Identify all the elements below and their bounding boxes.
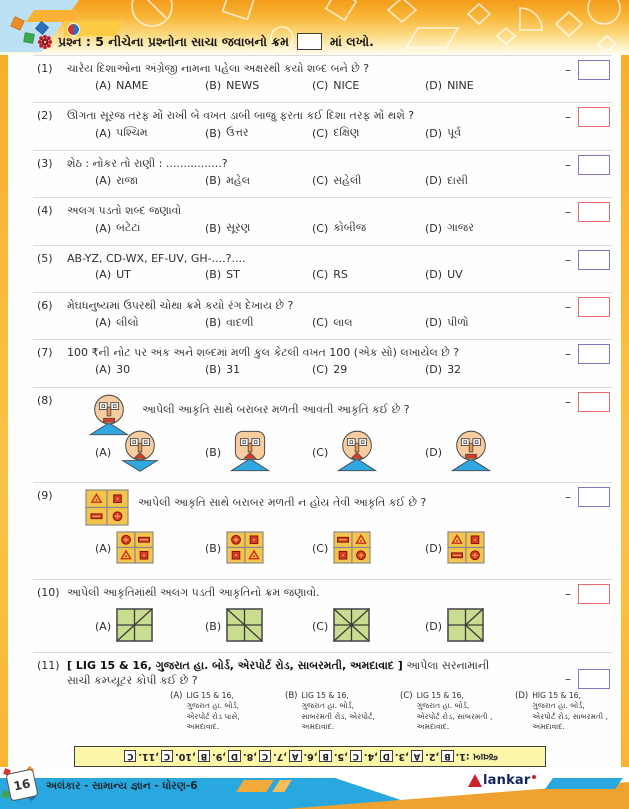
answer-letter: A (289, 750, 302, 762)
answer-separator: , (435, 750, 440, 762)
alankar-logo (468, 774, 536, 787)
answer-dash: – (565, 586, 571, 601)
answer-box-q11[interactable] (578, 669, 610, 689)
answer-letter: B (441, 750, 453, 762)
given-figure (85, 489, 129, 530)
question-text: ચારેય દિશાઓના અંગ્રેજી નામના પહેલા અક્ષરથી કયો શબ્દ બને છે ? (67, 62, 370, 75)
answer-letter: D (228, 750, 241, 762)
option-label: (A) (95, 174, 112, 188)
question-block-10 (33, 579, 612, 652)
answer-area (565, 60, 610, 80)
answer-box-q8[interactable] (578, 392, 610, 412)
answer-dash: – (565, 252, 571, 267)
option-c (312, 430, 381, 475)
option-address: LIG 15 & 16, ગુજરાત હા. બોર્ડ, એરપોર્ટ રોડ, સાબરમતી , અમદાવાદ. (416, 690, 493, 732)
question-number: (10) (37, 585, 60, 599)
page-title-suffix: માં લખો. (330, 33, 374, 49)
answer-separator: , (374, 750, 378, 762)
option-label: (C) (312, 316, 329, 330)
option-label: (C) (312, 619, 329, 633)
option-text: સહેલી (333, 173, 362, 187)
option-label: (C) (312, 126, 329, 140)
option-text: બટેટાં (116, 221, 141, 235)
answer-box-q6[interactable] (578, 297, 610, 317)
header-answer-box (297, 33, 322, 50)
option-text: 29 (333, 363, 348, 377)
option-d (515, 691, 608, 733)
option-text: UT (116, 268, 131, 282)
answer-dash: – (565, 205, 571, 220)
option-a (170, 691, 240, 733)
option-label: (B) (205, 542, 222, 556)
answer-dash: – (565, 671, 571, 686)
answer-area (565, 250, 610, 270)
answer-box-q5[interactable] (578, 250, 610, 270)
question-number: (9) (37, 488, 53, 502)
option-label: (B) (205, 174, 222, 188)
answer-area (565, 392, 610, 412)
question-number: (8) (37, 393, 53, 407)
answer-box-q10[interactable] (578, 584, 610, 604)
option-figure-symbol-grid (116, 531, 154, 567)
option-label: (C) (312, 542, 329, 556)
question-block-7 (33, 339, 612, 386)
option-text: પૂર્વ (447, 126, 462, 140)
answer-separator: , (344, 750, 348, 762)
option-label: (C) (312, 78, 329, 92)
option-figure-lined-square (226, 608, 263, 645)
option-d (425, 126, 461, 140)
question-number: (4) (37, 204, 53, 218)
question-block-1 (33, 55, 612, 102)
option-label: (A) (95, 542, 112, 556)
answer-separator: , (191, 750, 196, 762)
answer-dash: – (565, 394, 571, 409)
option-d (425, 430, 495, 475)
option-d (425, 268, 463, 281)
alankar-a-triangle-icon (468, 774, 482, 787)
option-label: (A) (95, 363, 112, 377)
answer-separator: , (155, 750, 159, 762)
option-label: (D) (425, 316, 443, 330)
answer-number: 11. (138, 750, 156, 762)
option-a (95, 430, 164, 475)
option-a (95, 531, 154, 567)
option-b (285, 691, 375, 733)
option-label: (D) (425, 126, 443, 140)
option-figure-lined-square (447, 608, 484, 645)
option-text: UV (447, 268, 463, 282)
answer-letter: A (411, 750, 424, 762)
answer-box-q1[interactable] (578, 60, 610, 80)
option-figure-symbol-grid (333, 531, 371, 567)
option-text: પીળો (447, 315, 469, 329)
answer-separator: , (283, 750, 287, 762)
option-label: (A) (95, 221, 112, 235)
option-d (425, 363, 461, 376)
option-text: 31 (226, 363, 241, 377)
option-text: NICE (333, 78, 360, 92)
question-number: (11) (37, 658, 60, 672)
option-c (312, 531, 371, 567)
question-block-8 (33, 387, 612, 482)
option-a (95, 608, 153, 645)
question-block-6 (33, 292, 612, 339)
option-label: (D) (425, 78, 443, 92)
footer-page-badge: 16 (5, 768, 38, 801)
question-text: ઊગતા સૂરજ તરફ મોં રાખી બે વખત ડાબી બાજુ ફરતા કઈ દિશા તરફ મોં થશે ? (67, 109, 415, 123)
answer-number: 2. (425, 750, 436, 762)
option-text: વાદળી (226, 315, 254, 329)
question-header (38, 33, 374, 50)
answer-letter: B (319, 750, 331, 762)
option-label: (C) (400, 690, 413, 701)
answer-letter: C (350, 750, 362, 762)
option-d (425, 221, 474, 235)
option-label: (D) (515, 690, 529, 701)
option-text: લીલો (116, 315, 139, 329)
question-number: (3) (37, 156, 53, 170)
option-b (205, 316, 254, 330)
worksheet-body (8, 55, 621, 767)
answer-area (565, 584, 610, 604)
answer-number: 4. (363, 750, 375, 762)
answer-dash: – (565, 299, 571, 314)
answer-area (565, 202, 610, 222)
option-label: (D) (425, 619, 443, 633)
option-text: ગાજર (447, 221, 474, 235)
option-label: (D) (425, 542, 443, 556)
option-label: (B) (285, 690, 298, 701)
option-c (312, 174, 361, 188)
answer-area (565, 155, 610, 175)
question-text: આપેલી આકૃતિ સાથે બરાબર મળતી ન હોય તેવી આકૃતિ કઈ છે ? (138, 495, 427, 509)
option-c (312, 79, 359, 92)
answer-separator: , (253, 750, 257, 762)
option-label: (B) (205, 316, 222, 330)
question-text: મેઘધનુષ્યમાં ઉપરથી ચોથા ક્રમે કયો રંગ દેખાય છે ? (67, 298, 294, 312)
option-d (425, 79, 474, 92)
answer-letter: C (161, 750, 173, 762)
option-label: (A) (95, 268, 112, 282)
option-text: NINE (447, 78, 474, 92)
option-text: RS (333, 268, 348, 282)
question-text: આપેલી આકૃતિમાંથી અલગ પડતી આકૃતિનો ક્રમ જણાવો. (67, 585, 320, 599)
option-c (312, 316, 353, 330)
question-number: (2) (37, 109, 53, 123)
alankar-logo-text: lankar (483, 773, 531, 788)
option-label: (B) (205, 126, 222, 140)
option-label: (A) (95, 619, 112, 633)
answer-separator: , (222, 750, 226, 762)
option-text: 30 (116, 363, 131, 377)
answer-letter: B (198, 750, 210, 762)
option-address: LIG 15 & 16, ગુજરાત હા. બોર્ડ, સાબરમતી રોડ, એરપોર્ટ, અમદાવાદ. (301, 690, 375, 732)
answers-prefix: જવાબ : (465, 750, 498, 762)
footer-book-title: અલંકાર - સામાન્ય જ્ઞાન - ધોરણ-6 (46, 780, 198, 792)
answer-number: 9. (212, 750, 223, 762)
option-text: રાજા (116, 173, 139, 187)
option-b (205, 221, 250, 235)
option-c (312, 221, 366, 235)
option-a (95, 268, 131, 281)
option-b (205, 363, 240, 376)
option-text: NAME (116, 78, 149, 92)
option-label: (A) (95, 78, 112, 92)
option-label: (C) (312, 268, 329, 282)
option-b (205, 126, 249, 140)
option-c (312, 126, 359, 140)
option-b (205, 531, 264, 567)
option-label: (A) (95, 445, 112, 459)
answer-box-q4[interactable] (578, 202, 610, 222)
answer-area (565, 344, 610, 364)
page-title: પ્રશ્ન : 5 નીચેના પ્રશ્નોના સાચા જવાબનો ક્રમ (58, 33, 289, 49)
option-figure-symbol-grid (447, 531, 485, 567)
option-text: સૂરણ (226, 221, 251, 235)
answer-area (565, 297, 610, 317)
answer-area (565, 487, 610, 507)
answer-number: 10. (175, 750, 192, 762)
answer-number: 5. (333, 750, 345, 762)
question-text: AB-YZ, CD-WX, EF-UV, GH-....?.... (67, 251, 246, 265)
question-block-9 (33, 482, 612, 579)
question-number: (5) (37, 251, 53, 265)
option-label: (D) (425, 221, 443, 235)
answer-letter: C (259, 750, 271, 762)
option-text: 32 (447, 363, 462, 377)
answer-box-q2[interactable] (578, 107, 610, 127)
question-block-4 (33, 197, 612, 244)
questions-list (8, 55, 621, 741)
option-a (95, 363, 130, 376)
question-text: શેઠ : નોકર તો રાણી : ................? (67, 156, 228, 170)
answer-dash: – (565, 347, 571, 362)
question-number: (7) (37, 346, 53, 360)
option-label: (B) (205, 363, 222, 377)
option-text: NEWS (226, 78, 260, 92)
option-text: કોબીજ (333, 221, 367, 235)
option-figure-face (447, 430, 495, 475)
option-address: HIG 15 & 16, ગુજરાત હા. બોર્ડ, એરપોર્ટ રોડ, સાબરમતી , અમદાવાદ. (532, 690, 609, 732)
option-figure-lined-square (116, 608, 153, 645)
answer-area (565, 107, 610, 127)
option-address: LIG 15 & 16, ગુજરાત હા. બોર્ડ, એરપોર્ટ રોડ પાસે, અમદાવાદ. (186, 690, 240, 732)
option-label: (C) (312, 221, 329, 235)
alankar-logo-dot (532, 775, 536, 779)
answer-letter: C (124, 750, 136, 762)
option-label: (D) (425, 268, 443, 282)
option-b (205, 268, 240, 281)
option-a (95, 221, 140, 235)
option-c (312, 268, 348, 281)
answer-dash: – (565, 489, 571, 504)
answer-number: 8. (242, 750, 254, 762)
option-a (95, 79, 148, 92)
answer-box-q7[interactable] (578, 344, 610, 364)
question-number: (6) (37, 298, 53, 312)
question-block-3 (33, 150, 612, 197)
option-a (95, 174, 138, 188)
option-label: (B) (205, 619, 222, 633)
option-label: (B) (205, 445, 222, 459)
option-label: (A) (170, 690, 183, 701)
question-block-2 (33, 102, 612, 149)
answer-number: 7. (273, 750, 284, 762)
option-label: (A) (95, 316, 112, 330)
option-figure-lined-square (333, 608, 370, 645)
option-label: (B) (205, 268, 222, 282)
answer-separator: , (313, 750, 318, 762)
question-number: (1) (37, 62, 53, 75)
option-a (95, 316, 139, 330)
option-text: દક્ષિણ (333, 126, 360, 140)
option-label: (D) (425, 445, 443, 459)
option-a (95, 126, 148, 140)
option-label: (C) (312, 174, 329, 188)
option-b (205, 174, 250, 188)
option-text: મહેલ (226, 173, 251, 187)
answer-dash: – (565, 63, 571, 77)
question-text: અલગ પડતો શબ્દ જણાવો (67, 204, 182, 218)
answer-separator: , (405, 750, 409, 762)
question-text: [ LIG 15 & 16, ગુજરાત હા. બોર્ડ, એરપોર્ટ રોડ, સાબરમતી, અમદાવાદ ] આપેલા સરનામાની સાચી કમ્પ્યૂટર કોપી કઈ છે ? (67, 658, 490, 687)
answer-number: 3. (394, 750, 406, 762)
question-block-5 (33, 245, 612, 292)
option-d (425, 608, 484, 645)
flower-badge-icon (38, 35, 52, 49)
answer-number: 6. (303, 750, 314, 762)
option-c (400, 691, 492, 733)
answer-number: 1. (455, 750, 466, 762)
answers-strip (74, 746, 546, 767)
option-label: (A) (95, 126, 112, 140)
option-label: (C) (312, 445, 329, 459)
option-b (205, 79, 259, 92)
mini-square-green (23, 32, 35, 44)
option-label: (D) (425, 174, 443, 188)
option-text: દાસી (447, 173, 468, 187)
option-c (312, 608, 370, 645)
option-text: ST (226, 268, 240, 282)
option-d (425, 174, 468, 188)
option-text: ઉત્તર (226, 126, 249, 140)
option-text: લાલ (333, 315, 353, 329)
option-label: (B) (205, 221, 222, 235)
option-b (205, 430, 274, 475)
question-text: 100 ₹ની નોટ પર અંક અને શબ્દમાં મળી કુલ કેટલી વખત 100 (એક સો) લખાયેલ છે ? (67, 346, 460, 360)
option-figure-face (116, 430, 164, 475)
option-c (312, 363, 347, 376)
option-label: (D) (425, 363, 443, 377)
option-label: (B) (205, 78, 222, 92)
option-d (425, 531, 485, 567)
logo-swoosh-decoration (545, 778, 623, 789)
option-d (425, 316, 469, 330)
option-figure-face (226, 430, 274, 475)
question-block-11 (33, 652, 612, 741)
answer-box-q3[interactable] (578, 155, 610, 175)
option-figure-symbol-grid (226, 531, 264, 567)
question-text: આપેલી આકૃતિ સાથે બરાબર મળતી આવતી આકૃતિ કઈ છે ? (142, 402, 410, 416)
answer-box-q9[interactable] (578, 487, 610, 507)
answer-dash: – (565, 110, 571, 125)
page-footer (0, 767, 629, 809)
answer-area (565, 669, 610, 689)
option-b (205, 608, 263, 645)
option-text: પશ્ચિમ (116, 126, 148, 140)
option-label: (C) (312, 363, 329, 377)
option-figure-face (333, 430, 381, 475)
answer-dash: – (565, 157, 571, 172)
yellow-chevron-decoration (26, 10, 80, 22)
answer-letter: D (380, 750, 393, 762)
